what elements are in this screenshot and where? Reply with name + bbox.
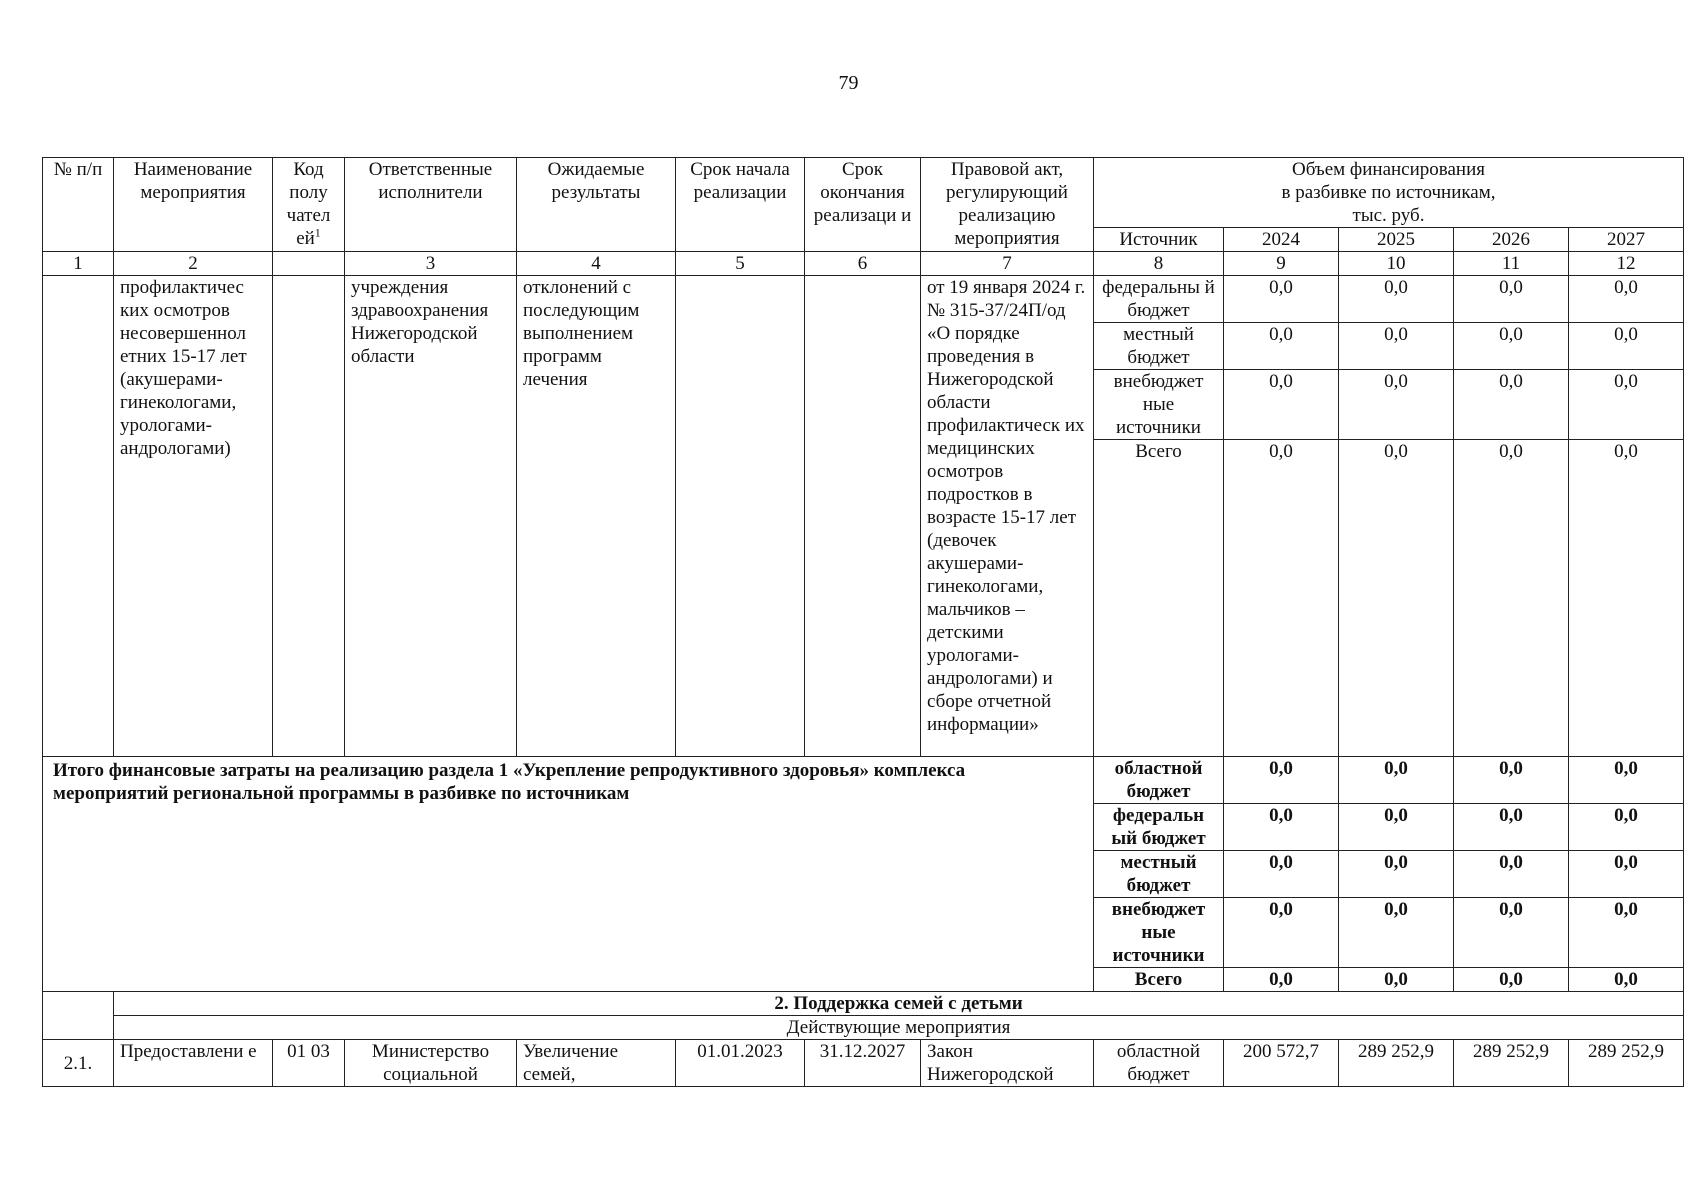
value-cell: 0,0: [1569, 276, 1684, 323]
value-cell: 0,0: [1454, 757, 1569, 804]
value-cell: 0,0: [1339, 276, 1454, 323]
value-cell: 0,0: [1224, 323, 1339, 370]
colnum: 11: [1454, 252, 1569, 276]
value-cell: 0,0: [1454, 804, 1569, 851]
header-year-2025: 2025: [1339, 228, 1454, 252]
source-name: областной бюджет: [1094, 1040, 1224, 1087]
value-cell: 200 572,7: [1224, 1040, 1339, 1087]
value-cell: 0,0: [1454, 440, 1569, 757]
source-name: областной бюджет: [1094, 757, 1224, 804]
section-subtitle: Действующие мероприятия: [114, 1016, 1684, 1040]
value-cell: 289 252,9: [1569, 1040, 1684, 1087]
value-cell: 0,0: [1454, 323, 1569, 370]
value-cell: 0,0: [1569, 757, 1684, 804]
value-cell: 0,0: [1569, 440, 1684, 757]
value-cell: 0,0: [1224, 370, 1339, 440]
header-number: № п/п: [43, 158, 114, 252]
value-cell: 0,0: [1339, 898, 1454, 968]
row21-end: 31.12.2027: [805, 1040, 921, 1087]
value-cell: 0,0: [1454, 851, 1569, 898]
column-numbers-row: [43, 252, 1684, 276]
source-name: внебюджет ные источники: [1094, 370, 1224, 440]
row1-name: профилактичес ких осмотров несовершеннол етних 15-17 лет (акушерами- гинекологами, урологами- андрологами): [114, 276, 273, 757]
source-name: Всего: [1094, 440, 1224, 757]
colnum: 5: [676, 252, 805, 276]
section-number-empty: [43, 992, 114, 1040]
value-cell: 0,0: [1339, 757, 1454, 804]
source-name: федеральны й бюджет: [1094, 276, 1224, 323]
value-cell: 0,0: [1454, 968, 1569, 992]
value-cell: 0,0: [1569, 323, 1684, 370]
header-year-2024: 2024: [1224, 228, 1339, 252]
row21-results: Увеличение семей,: [517, 1040, 676, 1087]
header-legal-act: Правовой акт, регулирующий реализацию мероприятия: [921, 158, 1094, 252]
header-start: Срок начала реализации: [676, 158, 805, 252]
financing-title-line1: Объем финансирования: [1291, 159, 1486, 180]
colnum: 3: [345, 252, 517, 276]
source-name: внебюджет ные источники: [1094, 898, 1224, 968]
row21-name: Предоставлени е: [114, 1040, 273, 1087]
value-cell: 0,0: [1569, 804, 1684, 851]
source-name: местный бюджет: [1094, 851, 1224, 898]
row21-number: 2.1.: [43, 1040, 114, 1087]
source-name: Всего: [1094, 968, 1224, 992]
row1-results: отклонений с последующим выполнением программ лечения: [517, 276, 676, 757]
page-number: 79: [838, 72, 859, 94]
financing-title-line2: в разбивке по источникам,: [1281, 182, 1496, 203]
financing-title-line3: тыс. руб.: [1352, 205, 1425, 226]
row1-number: [43, 276, 114, 757]
header-source: Источник: [1094, 228, 1224, 252]
row1-end: [805, 276, 921, 757]
value-cell: 0,0: [1224, 440, 1339, 757]
header-activity-name: Наименование мероприятия: [114, 158, 273, 252]
value-cell: 0,0: [1339, 851, 1454, 898]
value-cell: 0,0: [1569, 851, 1684, 898]
value-cell: 0,0: [1454, 370, 1569, 440]
header-row: [43, 158, 1684, 228]
value-cell: 0,0: [1224, 276, 1339, 323]
row21-legal-act: Закон Нижегородской: [921, 1040, 1094, 1087]
header-year-2027: 2027: [1569, 228, 1684, 252]
colnum: 12: [1569, 252, 1684, 276]
header-recipient-code: Код полу чател ей$^1$: [273, 158, 345, 252]
header-financing: [1094, 158, 1684, 228]
header-year-2026: 2026: [1454, 228, 1569, 252]
row1-code: [273, 276, 345, 757]
colnum: 4: [517, 252, 676, 276]
value-cell: 0,0: [1224, 757, 1339, 804]
value-cell: 0,0: [1569, 968, 1684, 992]
colnum-empty: [273, 252, 345, 276]
value-cell: 0,0: [1339, 323, 1454, 370]
footnote-mark: 1: [314, 225, 321, 240]
colnum: 8: [1094, 252, 1224, 276]
value-cell: 0,0: [1224, 851, 1339, 898]
value-cell: 0,0: [1224, 968, 1339, 992]
row1-legal-act: от 19 января 2024 г. № 315-37/24П/од «О порядке проведения в Нижегородской области профилактическ их медицинских осмотров подростков в возрасте 15-17 лет (девочек акушерами- гинекологами, мальчиков – детскими урологами- андрологами) и сборе отчетной информации»: [921, 276, 1094, 757]
financing-table: [42, 157, 1684, 1087]
header-executors: Ответственные исполнители: [345, 158, 517, 252]
row1-start: [676, 276, 805, 757]
value-cell: 0,0: [1339, 804, 1454, 851]
header-results: Ожидаемые результаты: [517, 158, 676, 252]
colnum: 6: [805, 252, 921, 276]
value-cell: 289 252,9: [1454, 1040, 1569, 1087]
value-cell: 0,0: [1224, 898, 1339, 968]
value-cell: 0,0: [1454, 276, 1569, 323]
value-cell: 0,0: [1569, 898, 1684, 968]
value-cell: 0,0: [1339, 440, 1454, 757]
source-name: местный бюджет: [1094, 323, 1224, 370]
colnum: 2: [114, 252, 273, 276]
section-subtitle-row: [43, 1016, 1684, 1040]
total-label: Итого финансовые затраты на реализацию раздела 1 «Укрепление репродуктивного здоровья» комплекса мероприятий региональной программы в разбивке по источникам: [43, 757, 1094, 992]
value-cell: 0,0: [1339, 968, 1454, 992]
section-title: 2. Поддержка семей с детьми: [114, 992, 1684, 1016]
source-name: федеральн ый бюджет: [1094, 804, 1224, 851]
table-row: [43, 1040, 1684, 1087]
row21-start: 01.01.2023: [676, 1040, 805, 1087]
row1-executors: учреждения здравоохранения Нижегородской области: [345, 276, 517, 757]
row21-code: 01 03: [273, 1040, 345, 1087]
table-row: [43, 276, 1684, 323]
section-title-row: [43, 992, 1684, 1016]
colnum: 10: [1339, 252, 1454, 276]
colnum: 9: [1224, 252, 1339, 276]
header-end: Срок окончания реализаци и: [805, 158, 921, 252]
colnum: 7: [921, 252, 1094, 276]
value-cell: 0,0: [1454, 898, 1569, 968]
value-cell: 0,0: [1339, 370, 1454, 440]
value-cell: 0,0: [1569, 370, 1684, 440]
colnum: 1: [43, 252, 114, 276]
row21-executors: Министерство социальной: [345, 1040, 517, 1087]
total-row: [43, 757, 1684, 804]
value-cell: 289 252,9: [1339, 1040, 1454, 1087]
value-cell: 0,0: [1224, 804, 1339, 851]
